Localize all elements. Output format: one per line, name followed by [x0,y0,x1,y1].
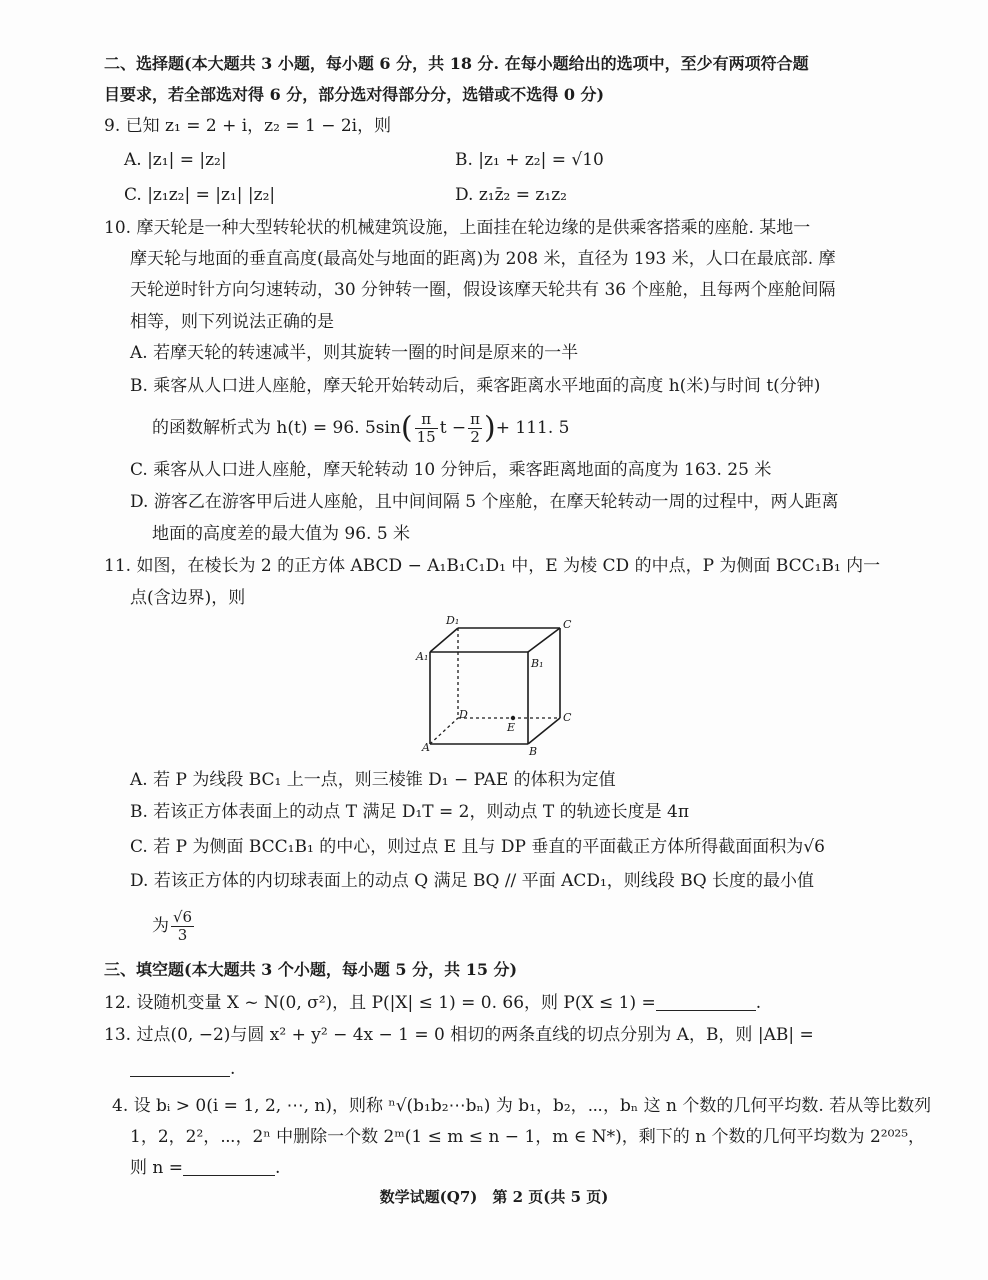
q10-frac-pi-15: $\frac{\pi}{15}$ [416,410,436,446]
label-c1: C [563,618,572,631]
label-c: C [563,711,572,724]
label-d1: D₁ [446,614,460,627]
q13-answer: . [130,1058,235,1080]
q12-answer-blank[interactable] [656,994,756,1011]
edge-a1-d1 [430,628,458,652]
q10-stem-line1: 10. 摩天轮是一种大型转轮状的机械建筑设施，上面挂在轮边缘的是供乘客搭乘的座舱. 某地一 [104,218,811,238]
q11-option-c: C. 若 P 为侧面 BCC₁B₁ 的中心，则过点 E 且与 DP 垂直的平面截正方体所得截面面积为√6 [130,837,825,857]
q14-line3: 则 n = . [130,1158,281,1178]
q10-stem-line2: 摩天轮与地面的垂直高度(最高处与地面的距离)为 208 米，直径为 193 米，人口在最底部. 摩 [130,249,836,269]
q12-text: 12. 设随机变量 X ~ N(0, σ²)，且 P(|X| ≤ 1) = 0. 66，则 P(X ≤ 1) = . [104,993,762,1013]
q10-option-a: A. 若摩天轮的转速减半，则其旋转一圈的时间是原来的一半 [130,343,579,363]
q14-answer-blank[interactable] [183,1159,275,1176]
q10-option-d-line2: 地面的高度差的最大值为 96. 5 米 [152,524,411,544]
q10-option-b-line1: B. 乘客从人口进人座舱，摩天轮开始转动后，乘客距离水平地面的高度 h(米)与时间 t(分钟) [130,376,821,396]
q13-text: 13. 过点(0, −2)与圆 x² + y² − 4x − 1 = 0 相切的两条直线的切点分别为 A，B，则 |AB| = [104,1025,814,1045]
q11-stem-line1: 11. 如图，在棱长为 2 的正方体 ABCD − A₁B₁C₁D₁ 中，E 为棱 CD 的中点，P 为侧面 BCC₁B₁ 内一 [104,556,881,576]
q9-stem: 9. 已知 z₁ = 2 + i，z₂ = 1 − 2i，则 [104,116,392,136]
q10-option-c: C. 乘客从人口进人座舱，摩天轮转动 10 分钟后，乘客距离地面的高度为 163. 25 米 [130,460,772,480]
label-b: B [529,745,538,757]
q9-option-c: C. |z₁z₂| = |z₁| |z₂| [124,185,276,205]
q10-stem-line3: 天轮逆时针方向匀速转动，30 分钟转一圈，假设该摩天轮共有 36 个座舱，且每两个座舱间隔 [130,280,836,300]
edge-b-c [528,718,560,744]
q11-option-a: A. 若 P 为线段 BC₁ 上一点，则三棱锥 D₁ − PAE 的体积为定值 [130,770,616,790]
edge-b1-c1 [528,628,560,652]
q11-frac-sqrt6-3: $\frac{√6}{3}$ [173,908,193,944]
section2-title-line2: 目要求，若全部选对得 6 分，部分选对得部分分，选错或不选得 0 分) [104,85,605,104]
q11-option-d-line1: D. 若该正方体的内切球表面上的动点 Q 满足 BQ // 平面 ACD₁，则线段 BQ 长度的最小值 [130,871,815,891]
q14-line2: 1，2，2²，⋯，2ⁿ 中删除一个数 2ᵐ(1 ≤ m ≤ n − 1，m ∈ N*)，剩下的 n 个数的几何平均数为 2²⁰²⁵， [130,1127,926,1147]
q10-stem-line4: 相等，则下列说法正确的是 [130,312,334,332]
q9-option-b: B. |z₁ + z₂| = √10 [455,150,604,170]
q11-option-b: B. 若该正方体表面上的动点 T 满足 D₁T = 2，则动点 T 的轨迹长度是 4π [130,802,690,822]
q10-frac-pi-2: $\frac{\pi}{2}$ [470,410,481,446]
cube-figure [410,612,585,757]
label-a1: A₁ [416,650,429,663]
q11-stem-line2: 点(含边界)，则 [130,588,246,608]
q10-option-d-line1: D. 游客乙在游客甲后进人座舱，且中间间隔 5 个座舱，在摩天轮转动一周的过程中，两人距离 [130,492,839,512]
label-b1: B₁ [531,657,544,670]
q10-option-b-formula: 的函数解析式为 h(t) = 96. 5sin( $\frac{\pi}{15}$ t − $\frac{\pi}{2}$ )+ 111. 5 [152,410,570,446]
section2-title-line1: 二、选择题(本大题共 3 小题，每小题 6 分，共 18 分. 在每小题给出的选项中，至少有两项符合题 [104,54,809,73]
edge-a-d-hidden [430,718,458,744]
label-a: A [422,741,430,754]
q13-answer-blank[interactable] [130,1060,230,1077]
q9-option-d: D. z₁z̄₂ = z₁z₂ [455,185,567,205]
label-e: E [507,721,516,734]
q14-line1: 4. 设 bᵢ > 0(i = 1, 2, ⋯, n)，则称 ⁿ√(b₁b₂⋯bₙ) 为 b₁，b₂，⋯，bₙ 这 n 个数的几何平均数. 若从等比数列 [112,1096,932,1116]
q9-option-a: A. |z₁| = |z₂| [124,150,227,170]
q11-option-d-line2: 为 $\frac{√6}{3}$ [152,908,193,944]
section3-title: 三、填空题(本大题共 3 个小题，每小题 5 分，共 15 分) [104,960,518,979]
label-d: D [459,708,468,721]
page-footer: 数学试题(Q7) 第 2 页(共 5 页) [379,1188,609,1206]
q10-option-b-prefix: 的函数解析式为 h(t) = 96. 5sin [152,418,401,438]
point-e [511,716,515,720]
